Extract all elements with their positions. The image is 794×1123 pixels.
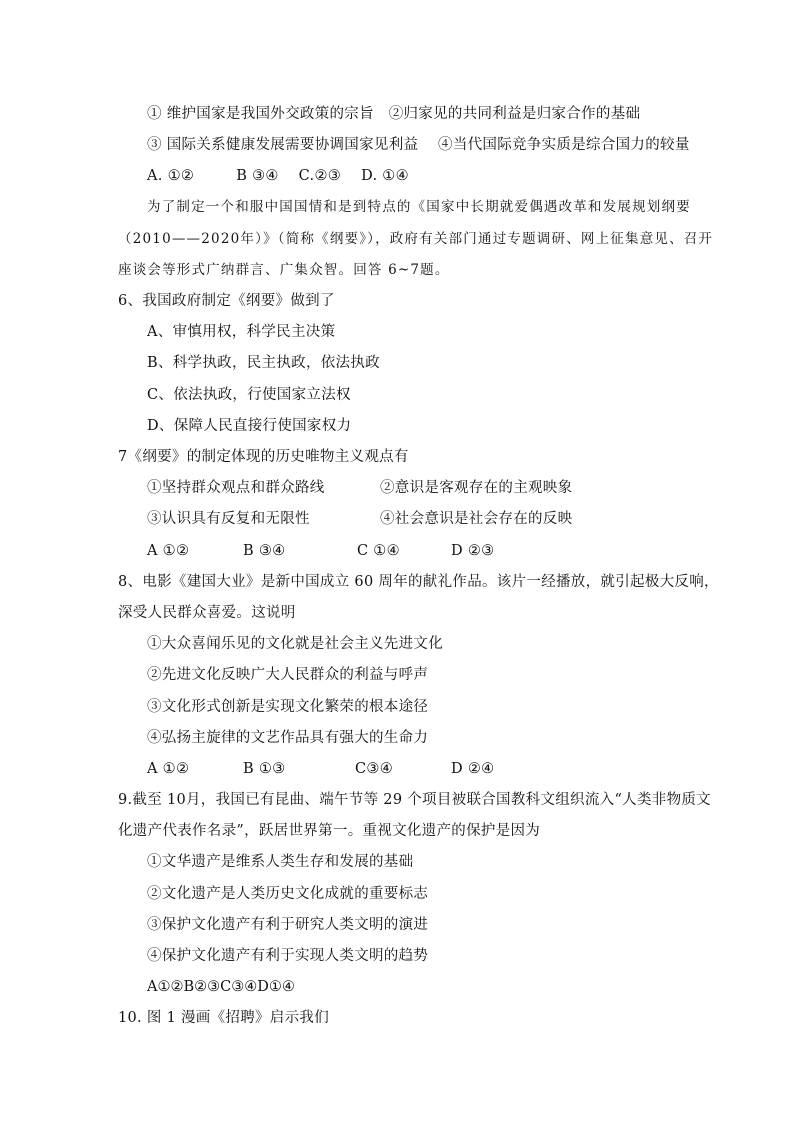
question-stem: 6、我国政府制定《纲要》做到了 (118, 293, 335, 309)
answer-choice: C.②③ (298, 168, 342, 184)
option-line: ②先进文化反映广大人民群众的利益与呼声 (147, 667, 429, 683)
option-line: ①文华遗产是维系人类生存和发展的基础 (147, 854, 414, 870)
answer-choices (147, 166, 409, 186)
option-line: A、审慎用权，科学民主决策 (147, 324, 336, 340)
answer-choice: D ②④ (451, 761, 495, 777)
option-line: B、科学执政，民主执政，依法执政 (147, 355, 380, 371)
option-line: ① 维护国家是我国外交政策的宗旨 ②归家见的共同利益是归家合作的基础 (147, 106, 641, 122)
answer-choice: D. ①④ (361, 168, 409, 184)
answer-line: A①②B②③C③④D①④ (147, 979, 295, 995)
passage-line: 为了制定一个和服中国国情和是到特点的《国家中长期就爱偶遇改革和发展规划纲要 (147, 199, 691, 215)
option-line: ④保护文化遗产有利于实现人类文明的趋势 (147, 948, 429, 964)
answer-choice: B ③④ (243, 543, 286, 559)
option-line: C、依法执政，行使国家立法权 (147, 387, 351, 403)
answer-choice: C③④ (355, 761, 393, 777)
answer-choice: A. ①② (147, 168, 195, 184)
option-line: ①大众喜闻乐见的文化就是社会主义先进文化 (147, 636, 443, 652)
question-stem: 9.截至 10月，我国已有昆曲、端午节等 29 个项目被联合国教科文组织流入“人类非物质文 (118, 792, 711, 808)
question-stem: 深受人民群众喜爱。这说明 (118, 605, 296, 621)
option-line: ③认识具有反复和无限性 (147, 511, 310, 527)
question-stem: 7《纲要》的制定体现的历史唯物主义观点有 (118, 449, 409, 465)
question-stem: 8、电影《建国大业》是新中国成立 60 周年的献礼作品。该片一经播放，就引起极大反响， (118, 574, 719, 590)
passage-line: （2010——2020年）》（简称《纲要》），政府有关部门通过专题调研、网上征集意见、召开 (118, 231, 714, 247)
passage-line: 座谈会等形式广纳群言、广集众智。回答 6~7题。 (118, 262, 450, 278)
option-line: ③文化形式创新是实现文化繁荣的根本途径 (147, 699, 429, 715)
option-line: ③ 国际关系健康发展需要协调国家见利益 ④当代国际竞争实质是综合国力的较量 (147, 137, 690, 153)
question-stem: 10. 图 1 漫画《招聘》启示我们 (118, 1010, 330, 1026)
option-line: ①坚持群众观点和群众路线 (147, 480, 325, 496)
answer-choice: B ③④ (236, 168, 279, 184)
option-line: D、保障人民直接行使国家权力 (147, 418, 352, 434)
answer-choice: C ①④ (357, 543, 400, 559)
answer-choice: B ①③ (243, 761, 286, 777)
answer-choice: A ①② (147, 761, 190, 777)
option-line: ④弘扬主旋律的文艺作品具有强大的生命力 (147, 730, 429, 746)
option-line: ③保护文化遗产有利于研究人类文明的演进 (147, 917, 429, 933)
option-line: ④社会意识是社会存在的反映 (380, 511, 573, 527)
answer-choice: A ①② (147, 543, 190, 559)
answer-choice: D ②③ (451, 543, 495, 559)
option-line: ②意识是客观存在的主观映象 (380, 480, 573, 496)
question-stem: 化遗产代表作名录”，跃居世界第一。重视文化遗产的保护是因为 (118, 823, 541, 839)
option-line: ②文化遗产是人类历史文化成就的重要标志 (147, 886, 429, 902)
